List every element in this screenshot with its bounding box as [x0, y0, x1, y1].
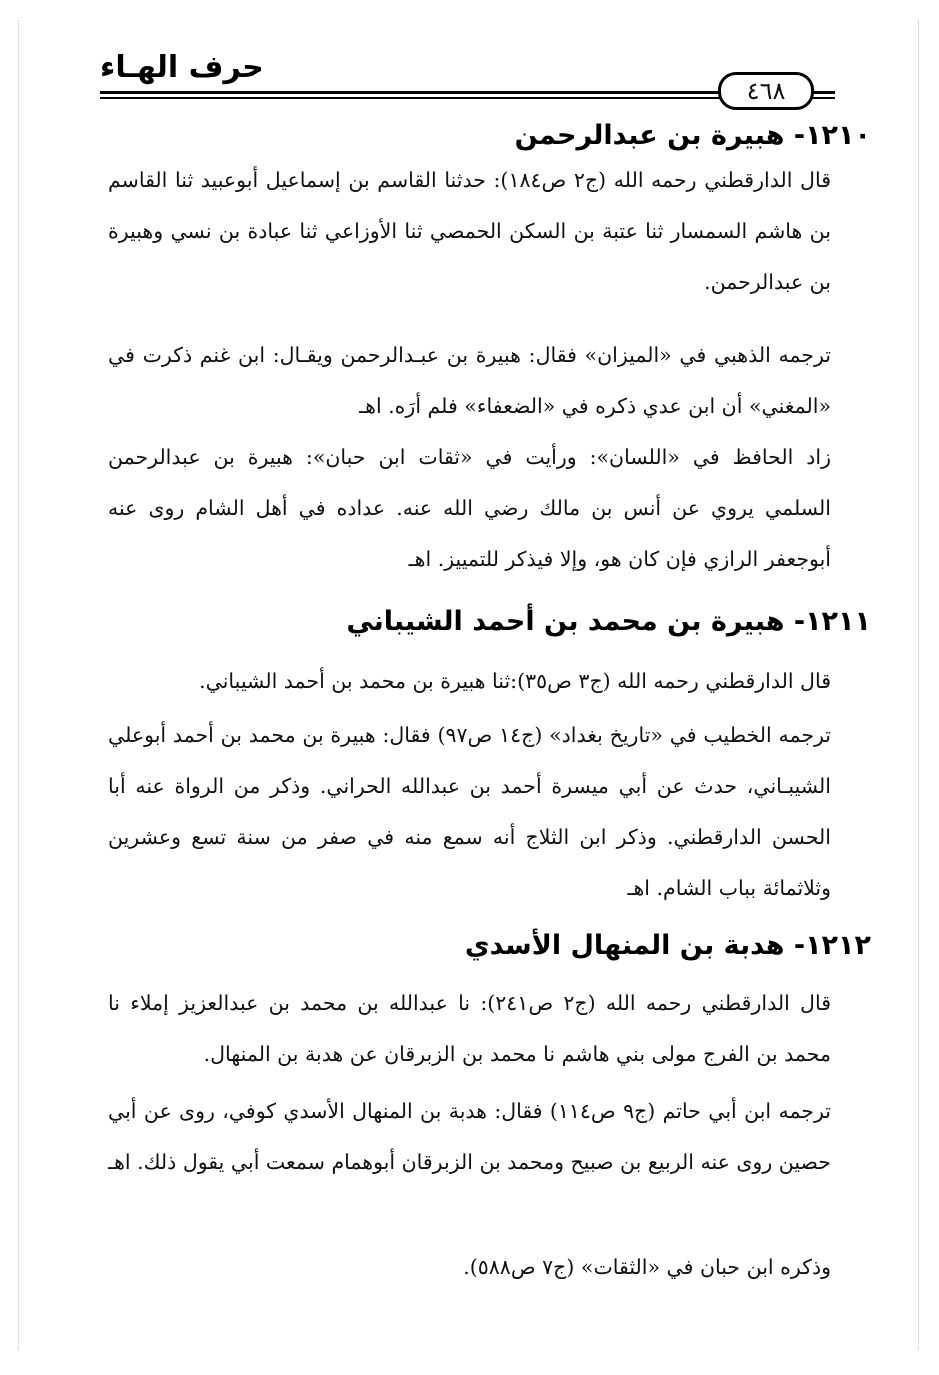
entry-paragraph: ترجمه الذهبي في «الميزان» فقال: هبيرة بن عبـدالرحمن ويقـال: ابن غنم ذكرت في «المغني» أن ابن عدي ذكره في «الضعفاء» فلم أرَه. اهـ	[108, 343, 831, 418]
entry-heading: ١٢١٢- هدبة بن المنهال الأسدي	[464, 930, 871, 961]
entry-paragraph: قال الدارقطني رحمه الله (ج٣ ص٣٥):ثنا هبيرة بن محمد بن أحمد الشيباني.	[199, 669, 831, 693]
page-number: ٤٦٨	[718, 72, 814, 110]
entry-heading: ١٢١٠- هبيرة بن عبدالرحمن	[514, 120, 871, 151]
entry-paragraph: ترجمه ابن أبي حاتم (ج٩ ص١١٤) فقال: هدبة بن المنهال الأسدي كوفي، روى عن أبي حصين روى عنه الربيع بن صبيح ومحمد بن الزبرقان أبوهمام سمعت أبي يقول ذلك. اهـ	[108, 1099, 831, 1174]
entry-paragraph: قال الدارقطني رحمه الله (ج٢ ص١٨٤): حدثنا القاسم بن إسماعيل أبوعبيد ثنا القاسم بن هاشم السمسار ثنا عتبة بن السكن الحمصي ثنا الأوزاعي ثنا عبادة بن نسي وهبيرة بن عبدالرحمن.	[108, 168, 831, 294]
scan-margin-dots	[918, 20, 920, 1350]
entry-heading: ١٢١١- هبيرة بن محمد بن أحمد الشيباني	[346, 606, 871, 637]
entry-paragraph: وذكره ابن حبان في «الثقات» (ج٧ ص٥٨٨).	[463, 1255, 831, 1279]
entry-paragraph: قال الدارقطني رحمه الله (ج٢ ص٢٤١): نا عبدالله بن محمد بن عبدالعزيز إملاء نا محمد بن الفرج مولى بني هاشم نا محمد بن الزبرقان عن هدبة بن المنهال.	[108, 991, 831, 1066]
running-header-title: حرف الهـاء	[100, 50, 264, 85]
scan-margin-dots	[18, 20, 20, 1350]
entry-paragraph: ترجمه الخطيب في «تاريخ بغداد» (ج١٤ ص٩٧) فقال: هبيرة بن محمد بن أحمد أبوعلي الشيبـاني، حدث عن أبي ميسرة أحمد بن عبدالله الحراني. وذكر من الرواة عنه أبا الحسن الدارقطني. وذكر ابن الثلاج أنه سمع منه في صفر من سنة تسع وعشرين وثلاثمائة بباب الشام. اهـ	[108, 723, 832, 900]
entry-paragraph: زاد الحافظ في «اللسان»: ورأيت في «ثقات ابن حبان»: هبيرة بن عبدالرحمن السلمي يروي عن أنس بن مالك رضي الله عنه. عداده في أهل الشام روى عنه أبوجعفر الرازي فإن كان هو، وإلا فيذكر للتمييز. اهـ	[108, 445, 831, 571]
